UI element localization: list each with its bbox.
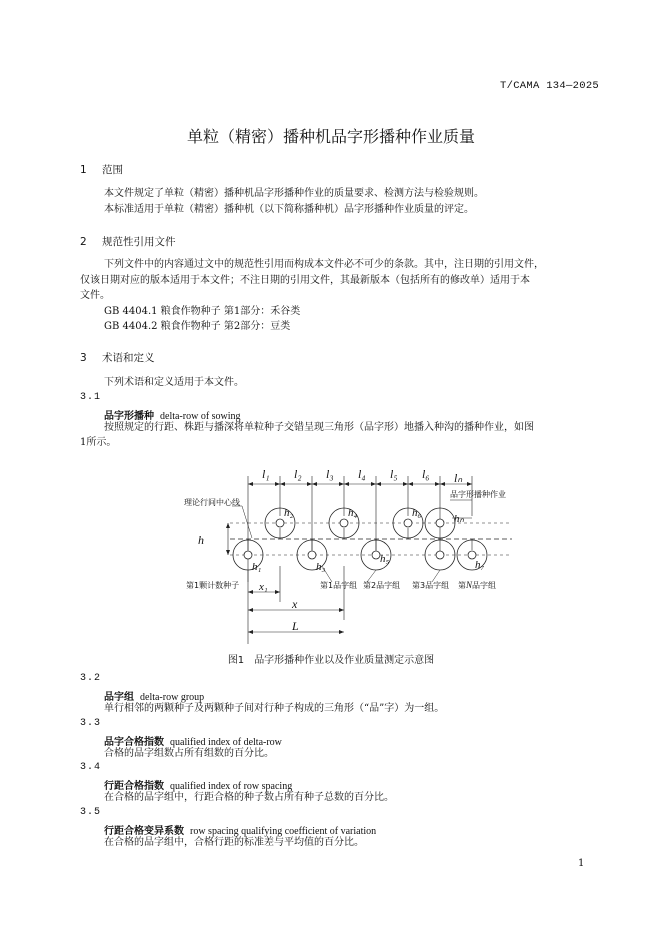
term-entry	[104, 777, 292, 792]
fig-label-center-line: 理论行间中心线	[184, 498, 240, 507]
figure-caption-text: 品字形播种作业以及作业质量测定示意图	[254, 655, 435, 666]
fig-label-first-seed: 第1颗计数种子	[186, 581, 240, 590]
term-zh: 行距合格指数	[104, 781, 164, 792]
paragraph: 本文件规定了单粒（精密）播种机品字形播种作业的质量要求、检测方法与检验规则。	[104, 188, 484, 199]
term-en: delta-row of sowing	[160, 411, 241, 422]
seed-dot	[436, 551, 444, 559]
group-n-suffix: 品字组	[472, 581, 497, 590]
fig-label-x: x	[292, 597, 298, 611]
term-entry	[104, 822, 376, 837]
group-n-prefix: 第	[458, 581, 466, 590]
seed-dot	[244, 551, 252, 559]
fig-label-h4: h₄	[348, 507, 358, 519]
clause-number: 3.4	[80, 762, 102, 773]
section-title: 术语和定义	[102, 352, 155, 364]
fig-label-L: L	[292, 619, 299, 633]
term-zh: 品字合格指数	[104, 737, 164, 748]
fig-label-group-1: 第1品字组	[320, 581, 358, 590]
fig-label-x1: x₁	[259, 581, 268, 593]
section-1-heading	[80, 162, 123, 177]
term-zh: 品字组	[104, 692, 134, 703]
figure-number: 图1	[227, 655, 245, 666]
fig-label-hn: hₙ	[454, 513, 464, 525]
term-en: row spacing qualifying coefficient of variation	[190, 826, 377, 837]
term-en: delta-row group	[140, 692, 205, 703]
normative-reference: GB 4404.2 粮食作物种子 第2部分：豆类	[104, 321, 291, 332]
section-number: 2	[80, 236, 87, 248]
seed-dot	[308, 551, 316, 559]
fig-label-group-n	[458, 580, 496, 590]
paragraph-line: 文件。	[80, 290, 110, 301]
term-definition: 在合格的品字组中，行距合格的种子数占所有种子总数的百分比。	[104, 792, 394, 803]
clause-number: 3.5	[80, 807, 102, 818]
fig-label-h: h	[198, 533, 204, 547]
section-title: 规范性引用文件	[102, 236, 176, 248]
normative-reference: GB 4404.1 粮食作物种子 第1部分：禾谷类	[104, 306, 301, 317]
paragraph: 下列术语和定义适用于本文件。	[104, 377, 244, 388]
group-n-var: N	[466, 580, 473, 590]
term-definition: 按照规定的行距、株距与播深将单粒种子交错呈现三角形（品字形）地播入种沟的播种作业，如图	[104, 422, 534, 433]
clause-number: 3.2	[80, 673, 102, 684]
fig-label-h7: h₇	[475, 559, 485, 571]
fig-label-h1: h₁	[252, 561, 262, 573]
fig-label-group-2: 第2品字组	[363, 581, 401, 590]
paragraph-line: 下列文件中的内容通过文中的规范性引用而构成本文件必不可少的条款。其中，注日期的引用文件，	[104, 259, 544, 270]
seed-dot	[276, 519, 284, 527]
seed-dot	[436, 519, 444, 527]
paragraph-line: 仅该日期对应的版本适用于本文件；不注日期的引用文件，其最新版本（包括所有的修改单）适用于本	[80, 275, 530, 286]
fig-label-l4: l₄	[358, 467, 366, 481]
fig-label-l3: l₃	[326, 467, 334, 481]
fig-label-l6: l₆	[422, 467, 430, 481]
term-definition: 单行相邻的两颗种子及两颗种子间对行种子构成的三角形（“品”字）为一组。	[104, 703, 445, 714]
fig-label-l5: l₅	[390, 467, 398, 481]
fig-label-l2: l₂	[294, 467, 302, 481]
fig-label-l1: l₁	[262, 467, 270, 481]
term-entry	[104, 688, 204, 703]
section-2-heading	[80, 234, 176, 249]
fig-label-h3: h₃	[316, 561, 326, 573]
term-en: qualified index of row spacing	[170, 781, 293, 792]
term-zh: 行距合格变异系数	[104, 826, 184, 837]
spacing-extension-lines	[248, 476, 472, 644]
term-definition: 1所示。	[80, 437, 117, 448]
fig-label-h2: h₂	[284, 507, 294, 519]
seed-dot	[340, 519, 348, 527]
seed-dot	[468, 551, 476, 559]
document-title: 单粒（精密）播种机品字形播种作业质量	[186, 127, 475, 146]
section-3-heading	[80, 350, 155, 365]
fig-label-h5: h₅	[380, 553, 390, 565]
paragraph: 本标准适用于单粒（精密）播种机（以下简称播种机）品字形播种作业质量的评定。	[104, 204, 474, 215]
fig-label-ln: lₙ	[454, 471, 463, 485]
term-entry	[104, 733, 282, 748]
document-number: T/CAMA 134—2025	[500, 80, 600, 92]
figure-1-diagram	[182, 466, 532, 646]
term-definition: 合格的品字组数占所有组数的百分比。	[104, 748, 274, 759]
term-entry	[104, 407, 241, 422]
page-number: 1	[578, 858, 585, 869]
fig-label-group-3: 第3品字组	[412, 581, 450, 590]
upper-row-seeds	[265, 508, 455, 538]
fig-label-pattern: 品字形播种作业	[450, 490, 506, 499]
figure-1-caption	[0, 651, 662, 666]
term-zh: 品字形播种	[104, 411, 154, 422]
clause-number: 3.3	[80, 718, 102, 729]
fig-label-h6: h₆	[412, 507, 422, 519]
section-number: 1	[80, 164, 87, 176]
section-number: 3	[80, 352, 87, 364]
clause-number: 3.1	[80, 392, 102, 403]
seed-dot	[404, 519, 412, 527]
seed-dot	[372, 551, 380, 559]
term-en: qualified index of delta-row	[170, 737, 282, 748]
section-title: 范围	[102, 164, 123, 176]
term-definition: 在合格的品字组中，合格行距的标准差与平均值的百分比。	[104, 837, 364, 848]
